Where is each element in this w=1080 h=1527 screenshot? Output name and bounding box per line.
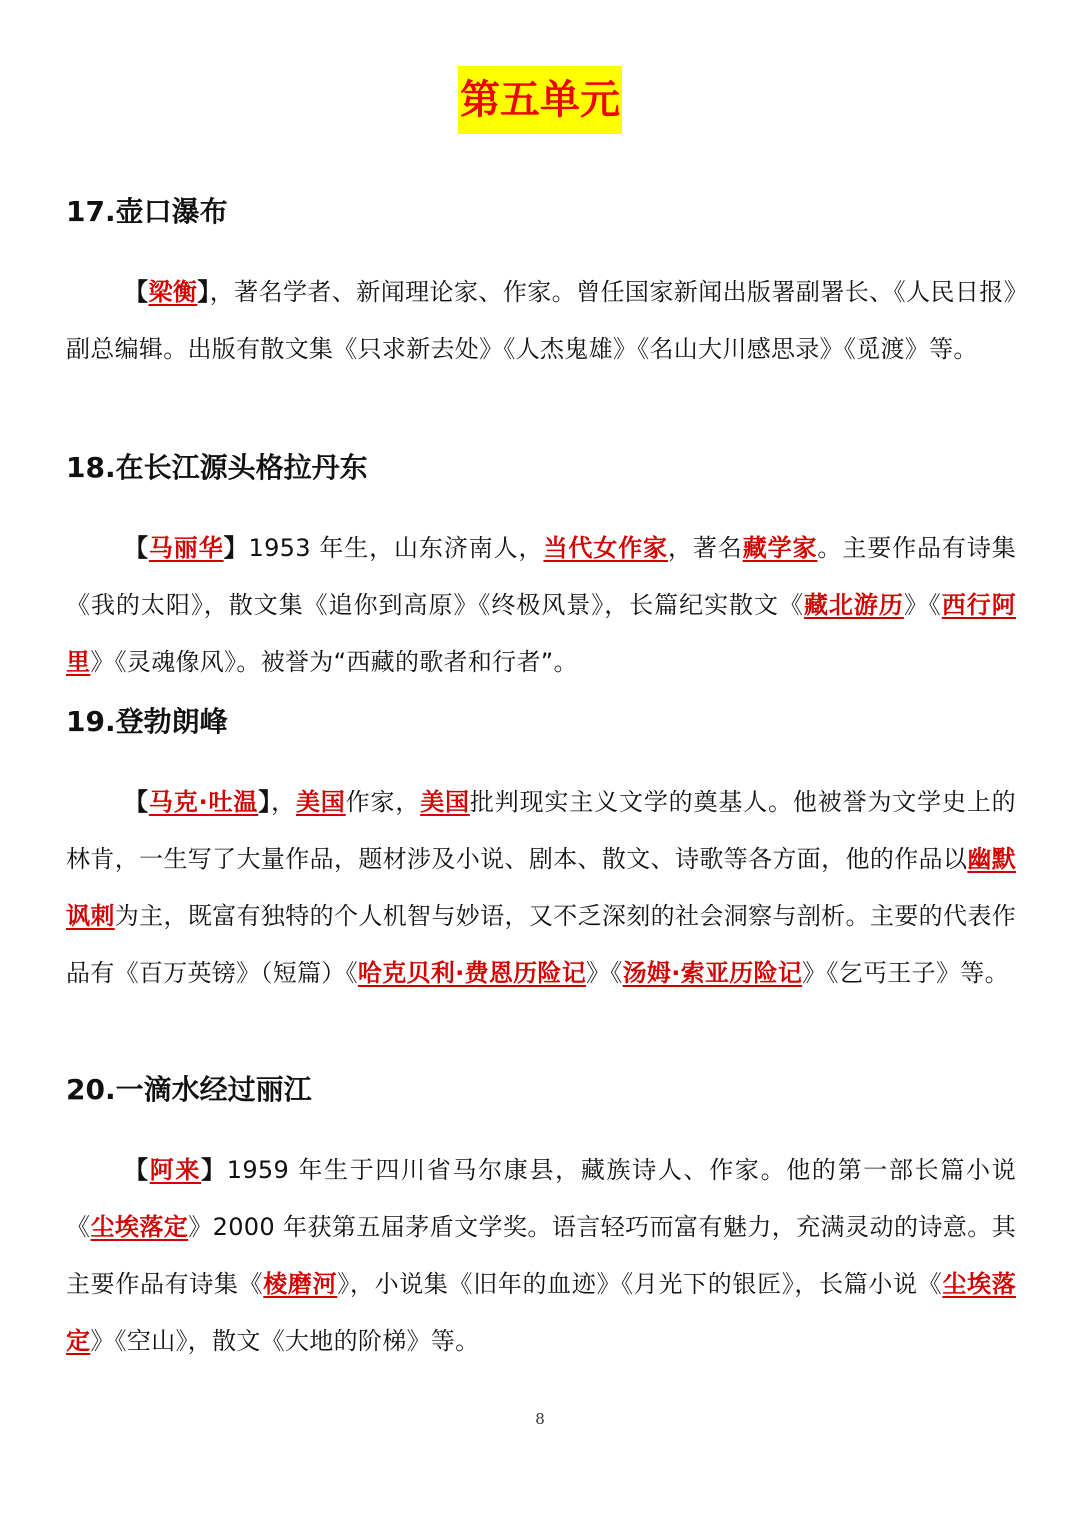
highlighted-keyword: 藏北游历: [803, 591, 904, 619]
section-title: 18.在长江源头格拉丹东: [66, 451, 368, 484]
section-title: 17.壶口瀑布: [66, 195, 228, 228]
bracket: 】: [201, 1156, 227, 1184]
section-19: [66, 702, 1016, 1002]
text-run: 》《空山》，散文《大地的阶梯》等。: [90, 1327, 480, 1355]
section-20: [66, 1070, 1016, 1370]
text-run: ，著名学者、新闻理论家、作家。曾任国家新闻出版署副署长、《人民日报》副总编辑。出版有散文集《只求新去处》《人杰鬼雄》《名山大川感思录》《觅渡》等。: [66, 278, 1017, 363]
highlighted-keyword: 当代女作家: [543, 534, 668, 562]
text-run: 1959 年生于四川省马尔康县，藏族诗人、作家。他的第一部长篇小说《: [66, 1156, 1016, 1241]
highlighted-keyword: 哈克贝利·费恩历险记: [357, 959, 587, 987]
text-run: 1953 年生，山东济南人，: [248, 534, 544, 562]
highlighted-keyword: 梁衡: [148, 278, 198, 306]
text-run: ，: [271, 788, 296, 816]
highlighted-keyword: 阿来: [149, 1156, 202, 1184]
author-paragraph: [66, 774, 1016, 1002]
bracket: 【: [124, 534, 149, 562]
section-title: 20.一滴水经过丽江: [66, 1073, 312, 1106]
bracket: 】: [223, 534, 249, 562]
section-17: [66, 192, 1016, 378]
bracket: 【: [124, 1156, 150, 1184]
text-run: 》，小说集《旧年的血迹》《月光下的银匠》，长篇小说《: [337, 1270, 943, 1298]
page-title-wrap: [0, 66, 1080, 134]
page-number: 8: [535, 1410, 545, 1428]
author-paragraph: [66, 264, 1016, 378]
text-run: 作家，: [345, 788, 421, 816]
text-run: 》《灵魂像风》。被誉为“西藏的歌者和行者”。: [90, 648, 578, 676]
highlighted-keyword: 美国: [420, 788, 470, 816]
text-run: 批判现实主义文学的奠基人。他被誉为文学史上的林肯，一生写了大量作品，题材涉及小说、剧本、散文、诗歌等各方面，他的作品以: [66, 788, 1016, 873]
highlighted-keyword: 尘埃落定: [90, 1213, 189, 1241]
text-run: 》《: [586, 959, 623, 987]
highlighted-keyword: 幽默讽刺: [66, 845, 1016, 930]
highlighted-keyword: 马克·吐温: [148, 788, 259, 816]
section-title: 19.登勃朗峰: [66, 705, 228, 738]
highlighted-keyword: 马丽华: [148, 534, 224, 562]
text-run: 》《: [903, 591, 942, 619]
highlighted-keyword: 汤姆·索亚历险记: [622, 959, 803, 987]
text-run: 》2000 年获第五届茅盾文学奖。语言轻巧而富有魅力，充满灵动的诗意。其主要作品有诗集《: [66, 1213, 1017, 1298]
bracket: 【: [124, 788, 149, 816]
highlighted-keyword: 棱磨河: [263, 1270, 338, 1298]
bracket: 【: [124, 278, 149, 306]
highlighted-keyword: 西行阿里: [66, 591, 1016, 676]
bracket: 】: [197, 278, 210, 306]
section-18: [66, 448, 1016, 691]
highlighted-keyword: 美国: [295, 788, 346, 816]
highlighted-keyword: 尘埃落定: [66, 1270, 1016, 1355]
author-paragraph: [66, 1142, 1016, 1370]
text-run: 为主，既富有独特的个人机智与妙语，又不乏深刻的社会洞察与剖析。主要的代表作品有《百万英镑》（短篇）《: [66, 902, 1016, 987]
author-paragraph: [66, 520, 1016, 691]
page-title: 第五单元: [458, 66, 622, 134]
bracket: 】: [258, 788, 272, 816]
text-run: 。主要作品有诗集《我的太阳》，散文集《追你到高原》《终极风景》，长篇纪实散文《: [66, 534, 1017, 619]
text-run: 》《乞丐王子》等。: [802, 959, 1009, 987]
highlighted-keyword: 藏学家: [742, 534, 818, 562]
text-run: ，著名: [667, 534, 743, 562]
